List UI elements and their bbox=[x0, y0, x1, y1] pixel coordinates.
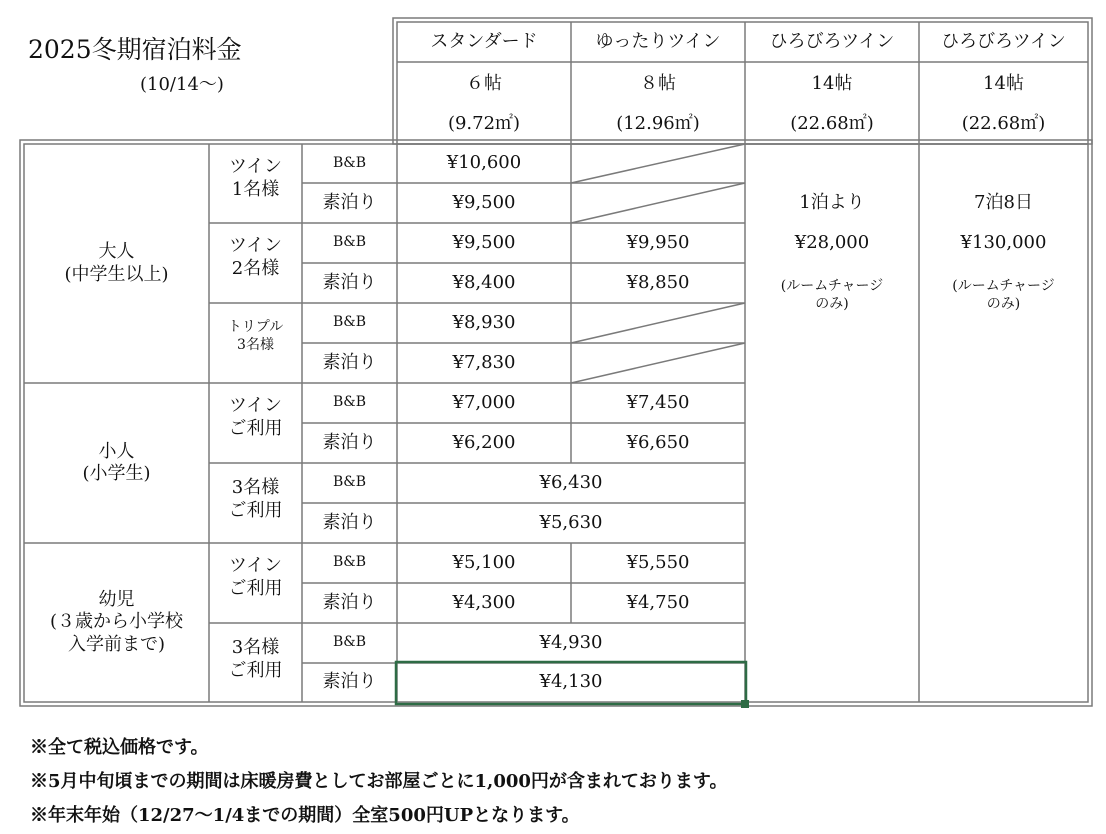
page-title: 2025冬期宿泊料金 bbox=[28, 35, 242, 64]
note-floor-heating: ※5月中旬頃までの期間は床暖房費としてお部屋ごとに1,000円が含まれております。 bbox=[30, 771, 728, 792]
note-tax-included: ※全て税込価格です。 bbox=[30, 737, 209, 758]
group-adult-sub: (中学生以上) bbox=[64, 263, 169, 285]
price-cell-merged[interactable]: ¥5,630 bbox=[539, 511, 603, 533]
price-cell[interactable]: ¥7,450 bbox=[626, 391, 690, 413]
group-adult-name: 大人 bbox=[98, 241, 135, 262]
plan-room-only: 素泊り bbox=[322, 671, 377, 693]
price-cell[interactable]: ¥6,650 bbox=[626, 431, 690, 453]
occupancy-line1: 3名様 bbox=[231, 637, 280, 658]
hirobiro1-note-line1: (ルームチャージ bbox=[780, 278, 884, 294]
occupancy-line2: ご利用 bbox=[228, 659, 283, 681]
occupancy-triple-3 bbox=[209, 303, 302, 383]
room-name-hirobiro-1: ひろびろツイン bbox=[769, 30, 895, 52]
price-cell[interactable]: ¥7,830 bbox=[452, 351, 516, 373]
hirobiro2-note-line2: のみ) bbox=[986, 295, 1021, 312]
price-cell[interactable]: ¥4,750 bbox=[626, 591, 690, 613]
room-area-standard: (9.72㎡) bbox=[447, 112, 521, 134]
plan-bnb: B&B bbox=[332, 554, 367, 571]
group-child bbox=[24, 383, 209, 543]
room-area-yuttari: (12.96㎡) bbox=[616, 112, 700, 134]
group-adult bbox=[24, 144, 209, 383]
occupancy-line2: ご利用 bbox=[228, 499, 283, 521]
plan-bnb: B&B bbox=[332, 314, 367, 331]
occupancy-line1: ツイン bbox=[228, 235, 283, 256]
occupancy-child-twin bbox=[209, 383, 302, 463]
price-cell[interactable]: ¥5,550 bbox=[626, 551, 690, 573]
price-cell[interactable]: ¥8,400 bbox=[452, 271, 516, 293]
price-cell[interactable]: ¥10,600 bbox=[446, 152, 522, 174]
group-infant bbox=[24, 543, 209, 702]
plan-room-only: 素泊り bbox=[322, 271, 377, 293]
hirobiro2-note bbox=[919, 278, 1088, 324]
plan-bnb: B&B bbox=[332, 474, 367, 491]
room-name-standard: スタンダード bbox=[430, 30, 538, 52]
note-new-year: ※年末年始（12/27～1/4までの期間）全室500円UPとなります。 bbox=[30, 805, 580, 826]
price-cell[interactable]: ¥8,930 bbox=[452, 311, 516, 333]
room-size-hirobiro-1: 14帖 bbox=[811, 72, 853, 94]
group-child-name: 小人 bbox=[98, 440, 135, 462]
occupancy-line2: ご利用 bbox=[228, 577, 283, 599]
room-size-standard: ６帖 bbox=[466, 72, 502, 94]
price-cell-merged[interactable]: ¥4,930 bbox=[539, 631, 603, 653]
hirobiro2-note-line1: (ルームチャージ bbox=[952, 278, 1055, 294]
occupancy-line1: ツイン bbox=[228, 156, 283, 177]
occupancy-line1: ツイン bbox=[228, 555, 283, 576]
occupancy-twin-1 bbox=[209, 144, 302, 223]
group-infant-sub1: (３歳から小学校 bbox=[49, 611, 184, 633]
hirobiro1-note-line2: のみ) bbox=[815, 295, 849, 312]
group-infant-name: 幼児 bbox=[98, 588, 135, 610]
group-child-sub: (小学生) bbox=[82, 463, 151, 484]
plan-bnb: B&B bbox=[332, 634, 367, 651]
occupancy-line2: 3名様 bbox=[237, 336, 274, 353]
room-size-hirobiro-2: 14帖 bbox=[983, 72, 1024, 94]
plan-room-only: 素泊り bbox=[322, 351, 377, 373]
occupancy-line1: 3名様 bbox=[231, 477, 280, 498]
room-area-hirobiro-1: (22.68㎡) bbox=[790, 112, 874, 134]
price-cell[interactable]: ¥8,850 bbox=[626, 271, 690, 293]
price-cell[interactable]: ¥9,500 bbox=[452, 191, 516, 213]
occupancy-line1: トリプル bbox=[227, 319, 284, 335]
price-cell[interactable]: ¥4,300 bbox=[452, 591, 516, 613]
hirobiro1-min-stay: 1泊より bbox=[799, 191, 865, 213]
room-area-hirobiro-2: (22.68㎡) bbox=[961, 112, 1046, 134]
price-cell[interactable]: ¥9,950 bbox=[626, 231, 690, 253]
occupancy-infant-3 bbox=[209, 623, 302, 702]
group-infant-sub2: 入学前まで) bbox=[67, 633, 166, 655]
occupancy-line1: ツイン bbox=[228, 395, 283, 416]
price-cell[interactable]: ¥7,000 bbox=[452, 391, 516, 413]
plan-room-only: 素泊り bbox=[322, 431, 377, 453]
hirobiro1-price[interactable]: ¥28,000 bbox=[794, 231, 870, 253]
occupancy-infant-twin bbox=[209, 543, 302, 623]
price-cell-merged[interactable]: ¥6,430 bbox=[539, 471, 603, 493]
room-name-yuttari: ゆったりツイン bbox=[595, 30, 721, 52]
occupancy-child-3 bbox=[209, 463, 302, 543]
period-label: (10/14～) bbox=[140, 74, 224, 95]
room-name-hirobiro-2: ひろびろツイン bbox=[941, 30, 1066, 52]
occupancy-line2: ご利用 bbox=[228, 417, 283, 439]
plan-room-only: 素泊り bbox=[322, 191, 377, 213]
hirobiro2-stay: 7泊8日 bbox=[974, 191, 1033, 213]
occupancy-line2: 2名様 bbox=[231, 257, 280, 279]
occupancy-twin-2 bbox=[209, 223, 302, 303]
price-cell[interactable]: ¥9,500 bbox=[452, 231, 516, 253]
plan-room-only: 素泊り bbox=[322, 511, 377, 533]
plan-room-only: 素泊り bbox=[322, 591, 377, 613]
hirobiro2-price[interactable]: ¥130,000 bbox=[960, 231, 1047, 253]
price-cell[interactable]: ¥5,100 bbox=[452, 551, 516, 573]
selected-price-cell[interactable]: ¥4,130 bbox=[539, 671, 603, 693]
plan-bnb: B&B bbox=[332, 234, 367, 251]
hirobiro1-note bbox=[745, 278, 919, 324]
price-cell[interactable]: ¥6,200 bbox=[452, 431, 516, 453]
room-size-yuttari: ８帖 bbox=[640, 72, 676, 94]
plan-bnb: B&B bbox=[332, 154, 367, 171]
plan-bnb: B&B bbox=[332, 394, 367, 411]
occupancy-line2: 1名様 bbox=[231, 178, 280, 200]
